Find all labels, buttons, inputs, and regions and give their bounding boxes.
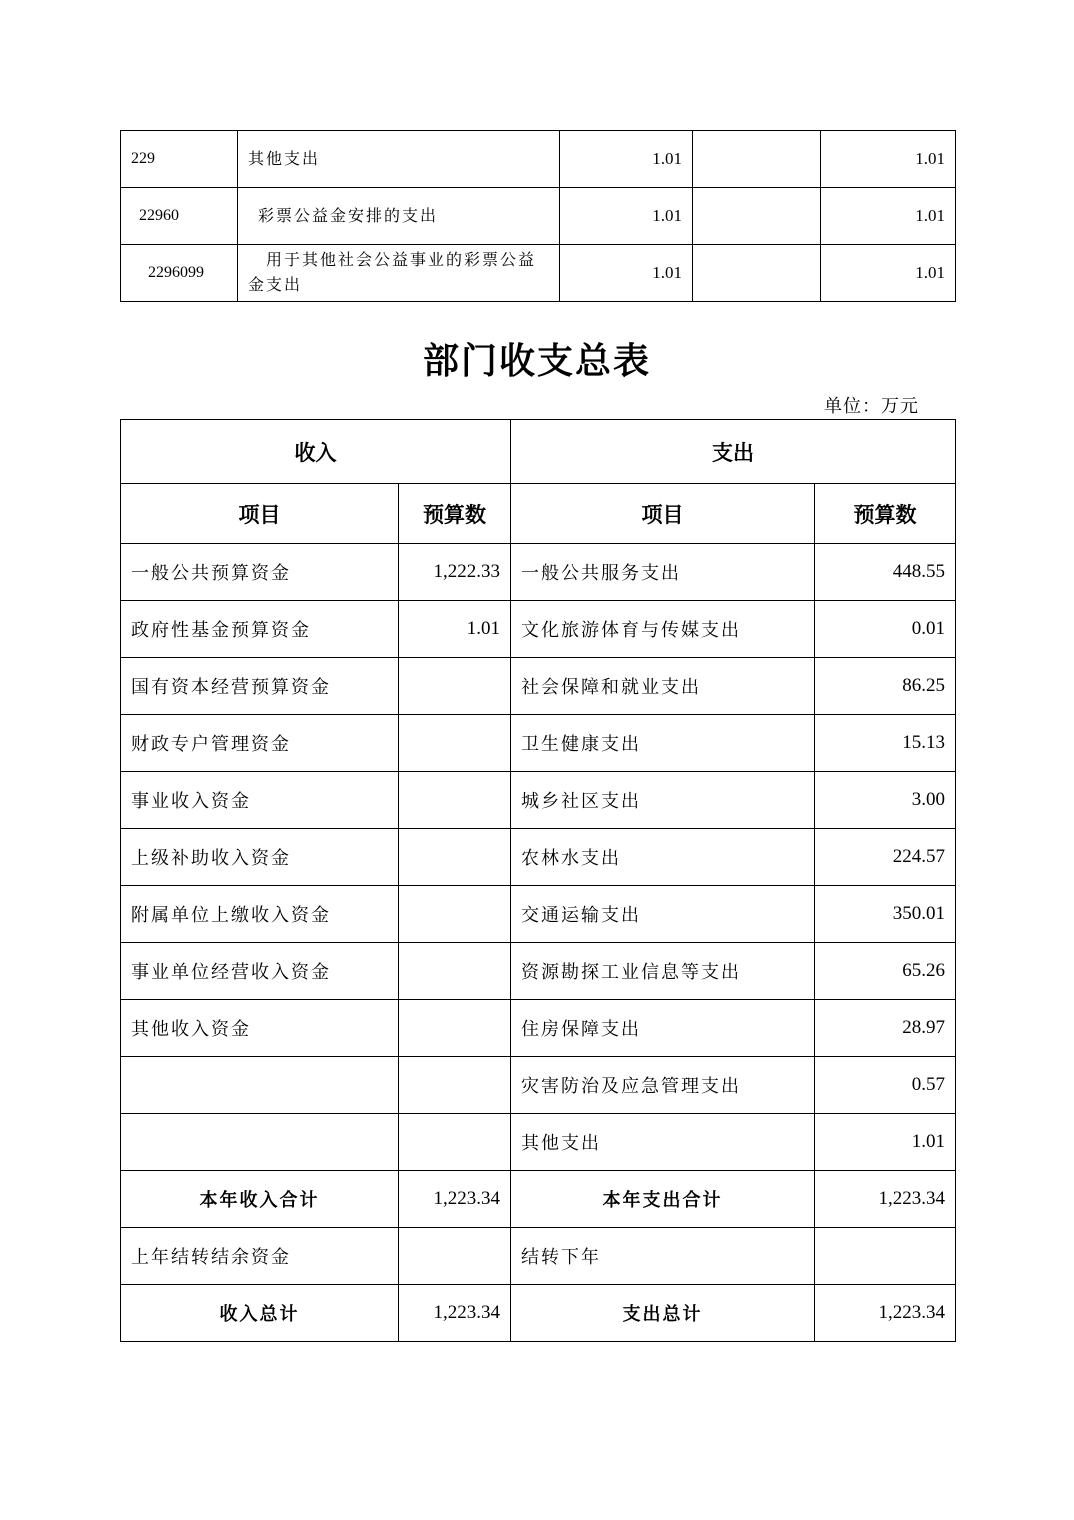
expense-label: 资源勘探工业信息等支出 — [511, 943, 815, 1000]
subject-code: 22960 — [121, 188, 238, 245]
expense-value: 0.01 — [815, 601, 956, 658]
income-value — [399, 1114, 511, 1171]
income-label: 附属单位上缴收入资金 — [121, 886, 399, 943]
income-value — [399, 772, 511, 829]
income-budget-header: 预算数 — [399, 484, 511, 544]
expense-header: 支出 — [511, 420, 956, 484]
income-total-label: 收入总计 — [121, 1285, 399, 1342]
table-row — [121, 772, 956, 829]
table-row — [121, 131, 956, 188]
income-value — [399, 1057, 511, 1114]
income-value — [399, 943, 511, 1000]
expense-label: 社会保障和就业支出 — [511, 658, 815, 715]
table-row — [121, 544, 956, 601]
income-item-header: 项目 — [121, 484, 399, 544]
expense-item-header: 项目 — [511, 484, 815, 544]
income-label: 其他收入资金 — [121, 1000, 399, 1057]
continued-expense-table — [120, 130, 956, 302]
income-subtotal-value: 1,223.34 — [399, 1171, 511, 1228]
expense-label: 一般公共服务支出 — [511, 544, 815, 601]
amount-cell: 1.01 — [821, 131, 956, 188]
expense-total-value: 1,223.34 — [815, 1285, 956, 1342]
income-label: 一般公共预算资金 — [121, 544, 399, 601]
amount-cell: 1.01 — [560, 245, 693, 302]
expense-value: 86.25 — [815, 658, 956, 715]
income-total-value: 1,223.34 — [399, 1285, 511, 1342]
expense-value: 224.57 — [815, 829, 956, 886]
expense-value: 1.01 — [815, 1114, 956, 1171]
table-row — [121, 1000, 956, 1057]
table-row — [121, 188, 956, 245]
income-header: 收入 — [121, 420, 511, 484]
header-row — [121, 420, 956, 484]
income-value — [399, 715, 511, 772]
unit-label: 单位：万元 — [824, 396, 919, 417]
expense-value: 448.55 — [815, 544, 956, 601]
amount-cell: 1.01 — [560, 188, 693, 245]
amount-cell: 1.01 — [821, 245, 956, 302]
income-label — [121, 1057, 399, 1114]
income-value — [399, 829, 511, 886]
income-label: 国有资本经营预算资金 — [121, 658, 399, 715]
subtotal-row — [121, 1171, 956, 1228]
subject-name: 彩票公益金安排的支出 — [238, 188, 560, 245]
table-row — [121, 658, 956, 715]
expense-value: 350.01 — [815, 886, 956, 943]
income-label: 上级补助收入资金 — [121, 829, 399, 886]
expense-value: 3.00 — [815, 772, 956, 829]
income-value: 1,222.33 — [399, 544, 511, 601]
subject-code: 2296099 — [121, 245, 238, 302]
table-row — [121, 1057, 956, 1114]
expense-label: 文化旅游体育与传媒支出 — [511, 601, 815, 658]
income-value — [399, 1000, 511, 1057]
expense-subtotal-label: 本年支出合计 — [511, 1171, 815, 1228]
expense-value: 28.97 — [815, 1000, 956, 1057]
income-label: 事业收入资金 — [121, 772, 399, 829]
expense-total-label: 支出总计 — [511, 1285, 815, 1342]
expense-carryover-label: 结转下年 — [511, 1228, 815, 1285]
income-label: 事业单位经营收入资金 — [121, 943, 399, 1000]
expense-label: 农林水支出 — [511, 829, 815, 886]
income-carryover-value — [399, 1228, 511, 1285]
table-row — [121, 886, 956, 943]
expense-label: 交通运输支出 — [511, 886, 815, 943]
expense-value: 0.57 — [815, 1057, 956, 1114]
income-subtotal-label: 本年收入合计 — [121, 1171, 399, 1228]
amount-cell — [693, 245, 821, 302]
amount-cell — [693, 188, 821, 245]
expense-value: 65.26 — [815, 943, 956, 1000]
table-row — [121, 943, 956, 1000]
income-carryover-label: 上年结转结余资金 — [121, 1228, 399, 1285]
income-expense-summary-table — [120, 419, 956, 1342]
expense-budget-header: 预算数 — [815, 484, 956, 544]
expense-label: 灾害防治及应急管理支出 — [511, 1057, 815, 1114]
expense-label: 住房保障支出 — [511, 1000, 815, 1057]
table-row — [121, 601, 956, 658]
column-header-row — [121, 484, 956, 544]
amount-cell: 1.01 — [560, 131, 693, 188]
amount-cell — [693, 131, 821, 188]
expense-label: 卫生健康支出 — [511, 715, 815, 772]
expense-label: 其他支出 — [511, 1114, 815, 1171]
expense-label: 城乡社区支出 — [511, 772, 815, 829]
page-title: 部门收支总表 — [422, 340, 651, 382]
table-row — [121, 1114, 956, 1171]
income-value: 1.01 — [399, 601, 511, 658]
subject-name: 其他支出 — [238, 131, 560, 188]
table-row — [121, 245, 956, 302]
income-label: 财政专户管理资金 — [121, 715, 399, 772]
total-row — [121, 1285, 956, 1342]
income-label: 政府性基金预算资金 — [121, 601, 399, 658]
expense-subtotal-value: 1,223.34 — [815, 1171, 956, 1228]
table-row — [121, 715, 956, 772]
income-value — [399, 658, 511, 715]
expense-carryover-value — [815, 1228, 956, 1285]
income-value — [399, 886, 511, 943]
subject-code: 229 — [121, 131, 238, 188]
table-row — [121, 829, 956, 886]
amount-cell: 1.01 — [821, 188, 956, 245]
subject-name: 用于其他社会公益事业的彩票公益金支出 — [238, 245, 560, 302]
income-label — [121, 1114, 399, 1171]
expense-value: 15.13 — [815, 715, 956, 772]
carryover-row — [121, 1228, 956, 1285]
